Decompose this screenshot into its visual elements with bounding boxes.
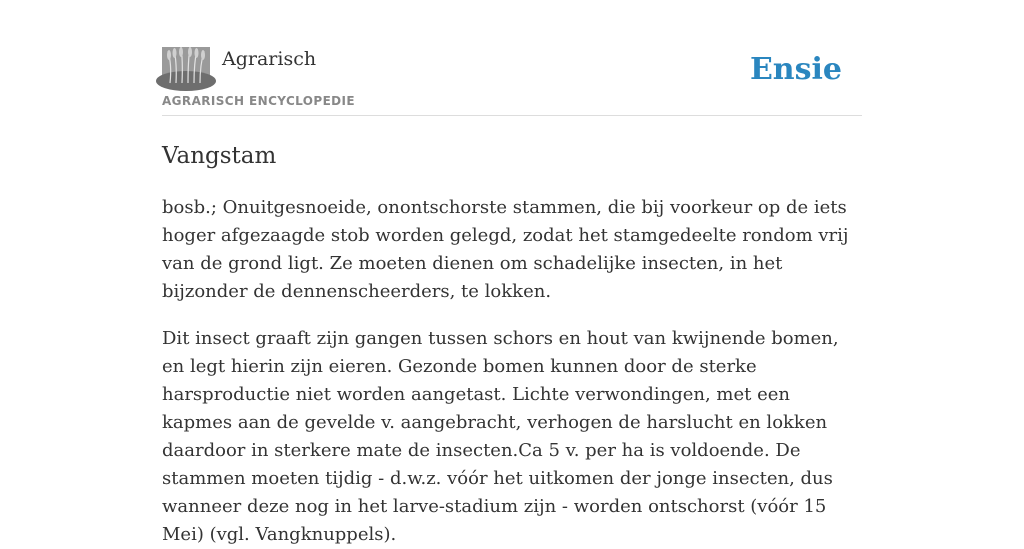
- source-name-link[interactable]: Agrarisch: [222, 48, 317, 70]
- wheat-icon[interactable]: [162, 47, 210, 83]
- article-paragraph-2: Dit insect graaft zijn gangen tussen schors en hout van kwijnende bomen, en legt hierin zijn eieren. Gezonde bomen kunnen door de sterke harsproductie niet worden aangetast. Lichte verwondingen, met een kapmes aan de gevelde v. aangebracht, verhogen de harslucht en lokken daardoor in sterkere mate de insecten.Ca 5 v. per ha is voldoende. De stammen moeten tijdig - d.w.z. vóór het uitkomen der jonge insecten, dus wanneer deze nog in het larve-stadium zijn - worden ontschorst (vóór 15 Mei) (vgl. Vangknuppels).: [162, 328, 839, 545]
- ensie-logo-link[interactable]: Ensie: [749, 52, 842, 87]
- source-subtitle: AGRARISCH ENCYCLOPEDIE: [162, 94, 355, 108]
- article-paragraph-1: bosb.; Onuitgesnoeide, onontschorste stammen, die bij voorkeur op de iets hoger afgezaagde stob worden gelegd, zodat het stamgedeelte rondom vrij van de grond ligt. Ze moeten dienen om schadelijke insecten, in het bijzonder de dennenscheerders, te lokken.: [162, 197, 849, 302]
- source-header: [162, 47, 862, 116]
- article-title: Vangstam: [162, 143, 277, 169]
- article-page: [162, 0, 862, 549]
